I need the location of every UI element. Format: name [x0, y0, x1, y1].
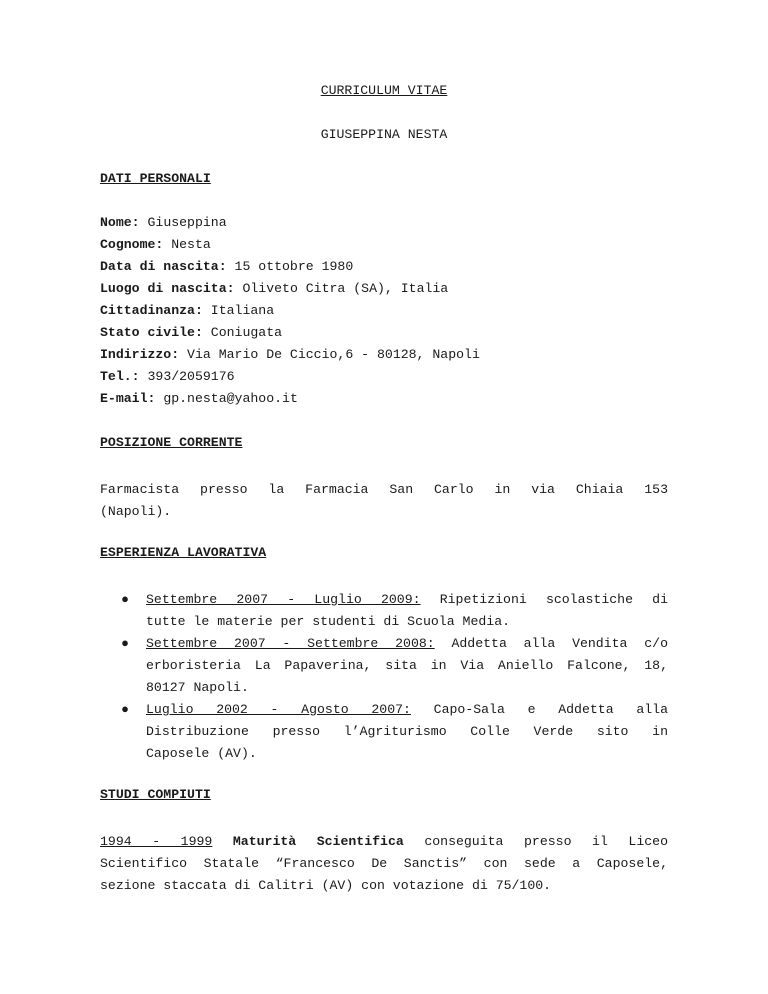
position-text-line: Farmacista presso la Farmacia San Carlo in via Chiaia 153 — [100, 482, 668, 497]
field-value: gp.nesta@yahoo.it — [155, 391, 298, 406]
field-marital-status — [100, 325, 282, 341]
experience-item-line: Settembre 2007 - Luglio 2009: Ripetizioni scolastiche di — [146, 592, 668, 607]
section-heading-experience: ESPERIENZA LAVORATIVA — [100, 545, 267, 560]
field-value: Oliveto Citra (SA), Italia — [234, 281, 449, 296]
experience-item-line: Settembre 2007 - Settembre 2008: Addetta alla Vendita c/o — [146, 636, 668, 651]
experience-period: Settembre 2007 - Settembre 2008: — [146, 636, 435, 651]
field-label: E-mail: — [100, 391, 156, 406]
studies-degree: Maturità Scientifica — [212, 834, 404, 849]
field-label: Data di nascita: — [100, 259, 227, 274]
experience-item-line: tutte le materie per studenti di Scuola Media. — [146, 614, 511, 629]
bullet-icon: ● — [121, 592, 129, 607]
experience-period: Luglio 2002 - Agosto 2007: — [146, 702, 411, 717]
experience-item-line: 80127 Napoli. — [146, 680, 249, 695]
field-label: Luogo di nascita: — [100, 281, 235, 296]
field-label: Cognome: — [100, 237, 164, 252]
experience-item-line: Luglio 2002 - Agosto 2007: Capo-Sala e Addetta alla — [146, 702, 668, 717]
field-email — [100, 391, 298, 407]
section-heading-studies: STUDI COMPIUTI — [100, 787, 211, 802]
position-text-line: (Napoli). — [100, 504, 172, 519]
field-value: Via Mario De Ciccio,6 - 80128, Napoli — [179, 347, 480, 362]
field-value: Giuseppina — [139, 215, 227, 230]
field-label: Tel.: — [100, 369, 140, 384]
bullet-icon: ● — [121, 636, 129, 651]
field-value: 393/2059176 — [139, 369, 235, 384]
field-cognome — [100, 237, 211, 253]
studies-text-line: 1994 - 1999 Maturità Scientifica conseguita presso il Liceo — [100, 834, 668, 849]
field-nome — [100, 215, 227, 231]
field-label: Nome: — [100, 215, 140, 230]
person-name: GIUSEPPINA NESTA — [320, 127, 448, 142]
experience-period: Settembre 2007 - Luglio 2009: — [146, 592, 421, 607]
bullet-icon: ● — [121, 702, 129, 717]
field-value: 15 ottobre 1980 — [226, 259, 354, 274]
studies-text-line: Scientifico Statale “Francesco De Sanctis” con sede a Caposele, — [100, 856, 668, 871]
document-title: CURRICULUM VITAE — [320, 83, 448, 98]
field-label: Indirizzo: — [100, 347, 180, 362]
field-phone — [100, 369, 235, 385]
field-birth-date — [100, 259, 353, 275]
studies-period: 1994 - 1999 — [100, 834, 213, 849]
studies-text-line: sezione staccata di Calitri (AV) con votazione di 75/100. — [100, 878, 552, 893]
experience-item-line: Distribuzione presso l’Agriturismo Colle Verde sito in — [146, 724, 668, 739]
field-citizenship — [100, 303, 274, 319]
field-label: Stato civile: — [100, 325, 203, 340]
experience-item-line: Caposele (AV). — [146, 746, 257, 761]
field-address — [100, 347, 480, 363]
field-value: Nesta — [163, 237, 211, 252]
field-birth-place — [100, 281, 448, 297]
field-label: Cittadinanza: — [100, 303, 203, 318]
field-value: Coniugata — [202, 325, 283, 340]
section-heading-position: POSIZIONE CORRENTE — [100, 435, 243, 450]
experience-item-line: erboristeria La Papaverina, sita in Via Aniello Falcone, 18, — [146, 658, 668, 673]
section-heading-personal: DATI PERSONALI — [100, 171, 211, 186]
field-value: Italiana — [202, 303, 275, 318]
